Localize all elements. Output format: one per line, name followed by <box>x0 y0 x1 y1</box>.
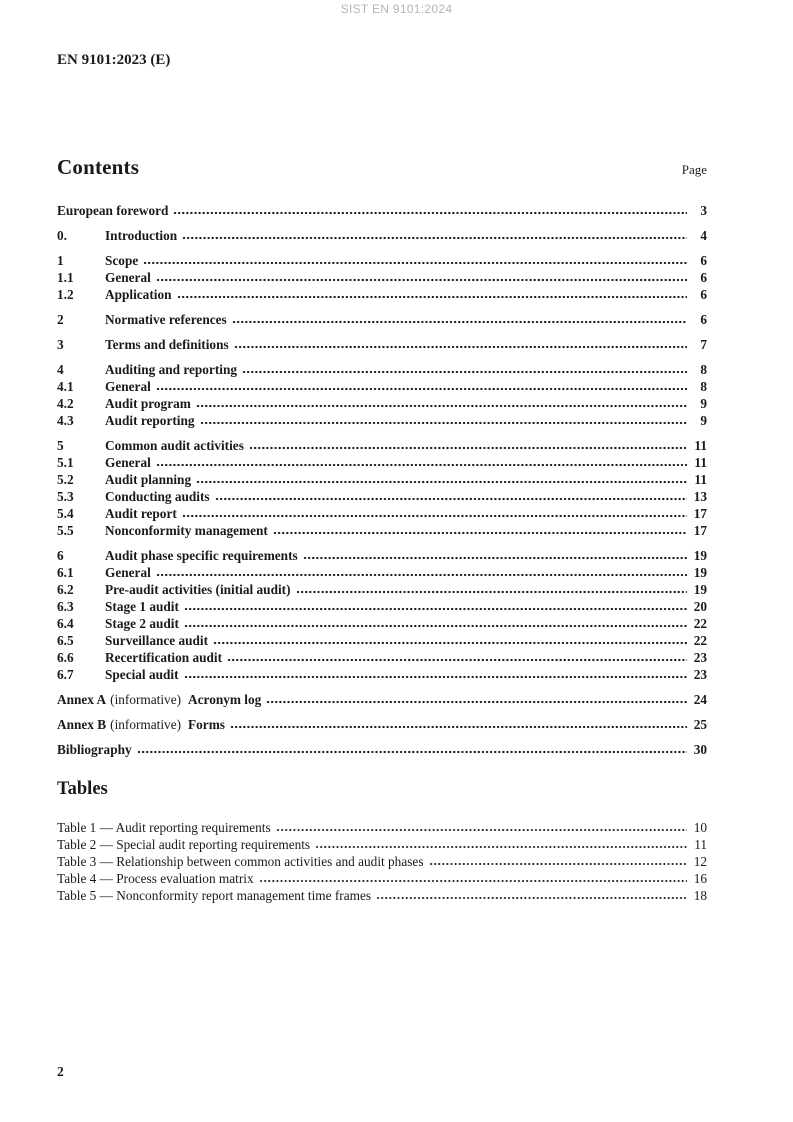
annex-label: Annex B <box>57 717 107 732</box>
toc-entry[interactable] <box>57 252 707 269</box>
dot-leader <box>137 741 687 758</box>
dot-leader <box>143 252 687 269</box>
toc-entry[interactable] <box>57 454 707 471</box>
dot-leader <box>230 716 687 733</box>
toc-entry-page: 6 <box>700 312 707 327</box>
dot-leader <box>184 666 687 683</box>
toc-entry-title: Application <box>105 287 172 302</box>
document-id: EN 9101:2023 (E) <box>57 52 171 68</box>
dot-leader <box>200 412 687 429</box>
toc-entry-page: 22 <box>693 616 707 631</box>
toc-entry-title: Special audit <box>105 667 179 682</box>
toc-entry-page: 25 <box>693 717 707 732</box>
toc-entry[interactable] <box>57 361 707 378</box>
dot-leader <box>173 202 687 219</box>
toc-entry-number: 6.6 <box>57 650 74 665</box>
dot-leader <box>315 836 687 853</box>
toc-entry-title: General <box>105 455 151 470</box>
toc-entry-number: 4.1 <box>57 379 74 394</box>
toc-entry[interactable] <box>57 505 707 522</box>
dot-leader <box>215 488 687 505</box>
tables-list <box>57 819 707 904</box>
toc-entry-page: 11 <box>694 455 707 470</box>
dot-leader <box>242 361 687 378</box>
toc-entry-title: General <box>105 270 151 285</box>
table-entry[interactable] <box>57 836 707 853</box>
toc-entry-page: 19 <box>693 582 707 597</box>
table-entry-title: Table 2 — Special audit reporting requirements <box>57 837 311 852</box>
toc-entry-page: 9 <box>700 413 707 428</box>
toc-entry[interactable] <box>57 336 707 353</box>
toc-entry-title: Surveillance audit <box>105 633 209 648</box>
toc-entry-page: 30 <box>693 742 707 757</box>
toc-entry-title: Terms and definitions <box>105 337 229 352</box>
table-entry-title: Table 1 — Audit reporting requirements <box>57 820 271 835</box>
toc-entry[interactable] <box>57 598 707 615</box>
toc-entry[interactable] <box>57 286 707 303</box>
toc-entry-number: 6.2 <box>57 582 74 597</box>
dot-leader <box>376 887 687 904</box>
dot-leader <box>184 598 687 615</box>
toc-entry-page: 6 <box>700 253 707 268</box>
dot-leader <box>429 853 688 870</box>
toc-entry-number: 5.5 <box>57 523 74 538</box>
toc-entry-title: Scope <box>105 253 139 268</box>
annex-qualifier: (informative) <box>110 692 182 707</box>
table-entry[interactable] <box>57 870 707 887</box>
toc-entry[interactable] <box>57 615 707 632</box>
dot-leader <box>182 505 687 522</box>
toc-entry[interactable] <box>57 632 707 649</box>
toc-entry[interactable] <box>57 269 707 286</box>
toc-entry-number: 6.5 <box>57 633 74 648</box>
dot-leader <box>296 581 687 598</box>
toc-entry-page: 6 <box>700 270 707 285</box>
toc-entry-page: 11 <box>694 472 707 487</box>
toc-entry-page: 17 <box>693 523 707 538</box>
toc-entry-title: General <box>105 379 151 394</box>
toc-entry[interactable] <box>57 412 707 429</box>
dot-leader <box>156 564 687 581</box>
table-entry-page: 12 <box>693 854 707 869</box>
toc-entry-title: Recertification audit <box>105 650 223 665</box>
dot-leader <box>227 649 687 666</box>
toc-entry-title: Auditing and reporting <box>105 362 238 377</box>
toc-entry-number: 6.4 <box>57 616 74 631</box>
dot-leader <box>273 522 687 539</box>
table-entry-page: 18 <box>693 888 707 903</box>
toc-entry-number: 5 <box>57 438 64 453</box>
toc-entry-number: 1 <box>57 253 64 268</box>
toc-entry[interactable] <box>57 547 707 564</box>
toc-entry-title: General <box>105 565 151 580</box>
toc-entry[interactable] <box>57 564 707 581</box>
dot-leader <box>276 819 687 836</box>
toc-entry-title: Introduction <box>105 228 178 243</box>
contents-heading: Contents <box>57 155 140 179</box>
dot-leader <box>156 454 687 471</box>
table-entry-page: 11 <box>694 837 707 852</box>
toc-entry[interactable] <box>57 395 707 412</box>
toc-entry[interactable] <box>57 581 707 598</box>
page-number-footer: 2 <box>57 1064 64 1079</box>
toc-entry-number: 6.1 <box>57 565 74 580</box>
toc-entry-title: Pre-audit activities (initial audit) <box>105 582 291 597</box>
toc-entry-number: 4.3 <box>57 413 74 428</box>
annex-label: Annex A <box>57 692 107 707</box>
toc-entry-page: 19 <box>693 565 707 580</box>
toc-content <box>57 155 707 904</box>
table-entry[interactable] <box>57 853 707 870</box>
toc-entry[interactable] <box>57 471 707 488</box>
dot-leader <box>196 471 687 488</box>
dot-leader <box>303 547 687 564</box>
toc-entry[interactable] <box>57 437 707 454</box>
toc-entry-page: 3 <box>700 203 707 218</box>
toc-entry-page: 13 <box>693 489 707 504</box>
toc-entry-page: 11 <box>694 438 707 453</box>
toc-entry-number: 4 <box>57 362 64 377</box>
toc-entry-page: 7 <box>700 337 707 352</box>
toc-entry[interactable] <box>57 666 707 683</box>
toc-entry-page: 22 <box>693 633 707 648</box>
toc-entry-title: Bibliography <box>57 742 132 757</box>
dot-leader <box>249 437 687 454</box>
annex-qualifier: (informative) <box>110 717 182 732</box>
toc-entry-page: 4 <box>700 228 707 243</box>
table-entry-page: 16 <box>693 871 707 886</box>
toc-entry-number: 6.7 <box>57 667 74 682</box>
toc-entry[interactable] <box>57 741 707 758</box>
toc-entry-title: Normative references <box>105 312 227 327</box>
table-entry-title: Table 4 — Process evaluation matrix <box>57 871 254 886</box>
toc-entry-number: 4.2 <box>57 396 74 411</box>
toc-entry[interactable] <box>57 311 707 328</box>
toc-entry[interactable] <box>57 378 707 395</box>
dot-leader <box>196 395 687 412</box>
toc-entry-number: 5.1 <box>57 455 74 470</box>
toc-entry-number: 2 <box>57 312 64 327</box>
toc-entry-number: 5.4 <box>57 506 74 521</box>
dot-leader <box>182 227 687 244</box>
annex-title: Forms <box>188 717 225 732</box>
page-column-label: Page <box>681 162 707 177</box>
table-entry-title: Table 3 — Relationship between common activities and audit phases <box>57 854 424 869</box>
dot-leader <box>156 269 687 286</box>
toc-entry-title: Audit phase specific requirements <box>105 548 298 563</box>
toc-entry-page: 8 <box>700 379 707 394</box>
toc-entry[interactable] <box>57 488 707 505</box>
dot-leader <box>232 311 687 328</box>
contents-heading-row <box>57 155 707 180</box>
watermark-header: SIST EN 9101:2024 <box>340 2 453 16</box>
toc-entry-title: Common audit activities <box>105 438 244 453</box>
dot-leader <box>177 286 688 303</box>
toc-entry[interactable] <box>57 202 707 219</box>
toc-entry-title: Audit reporting <box>105 413 195 428</box>
toc-entry-title: Audit planning <box>105 472 192 487</box>
dot-leader <box>234 336 687 353</box>
toc-entry-number: 1.1 <box>57 270 74 285</box>
table-entry-page: 10 <box>693 820 707 835</box>
toc-entry-page: 19 <box>693 548 707 563</box>
toc-entry-title: Stage 1 audit <box>105 599 179 614</box>
toc-entry[interactable] <box>57 227 707 244</box>
toc-entry[interactable] <box>57 691 707 708</box>
toc-entry-page: 24 <box>693 692 707 707</box>
toc-entry[interactable] <box>57 649 707 666</box>
toc-entry-title: European foreword <box>57 203 169 218</box>
toc-list <box>57 202 707 758</box>
toc-entry-page: 23 <box>693 650 707 665</box>
toc-entry-title: Stage 2 audit <box>105 616 179 631</box>
toc-entry-title <box>57 716 225 733</box>
dot-leader <box>213 632 687 649</box>
toc-entry-title: Nonconformity management <box>105 523 268 538</box>
toc-entry-page: 8 <box>700 362 707 377</box>
toc-entry-number: 0. <box>57 228 67 243</box>
toc-entry-title <box>57 691 261 708</box>
dot-leader <box>184 615 687 632</box>
toc-entry[interactable] <box>57 522 707 539</box>
toc-entry-number: 6.3 <box>57 599 74 614</box>
toc-entry-page: 23 <box>693 667 707 682</box>
toc-entry-number: 5.2 <box>57 472 74 487</box>
toc-entry-title: Audit report <box>105 506 177 521</box>
toc-entry-number: 6 <box>57 548 64 563</box>
tables-heading: Tables <box>57 779 108 799</box>
dot-leader <box>156 378 687 395</box>
toc-entry-number: 1.2 <box>57 287 74 302</box>
toc-entry-number: 5.3 <box>57 489 74 504</box>
toc-entry-page: 17 <box>693 506 707 521</box>
toc-entry-title: Conducting audits <box>105 489 210 504</box>
table-entry[interactable] <box>57 887 707 904</box>
dot-leader <box>266 691 687 708</box>
annex-title: Acronym log <box>188 692 262 707</box>
toc-entry-title: Audit program <box>105 396 191 411</box>
toc-entry-page: 20 <box>693 599 707 614</box>
toc-entry-page: 6 <box>700 287 707 302</box>
dot-leader <box>259 870 687 887</box>
table-entry[interactable] <box>57 819 707 836</box>
table-entry-title: Table 5 — Nonconformity report management time frames <box>57 888 372 903</box>
toc-entry[interactable] <box>57 716 707 733</box>
toc-entry-number: 3 <box>57 337 64 352</box>
toc-entry-page: 9 <box>700 396 707 411</box>
